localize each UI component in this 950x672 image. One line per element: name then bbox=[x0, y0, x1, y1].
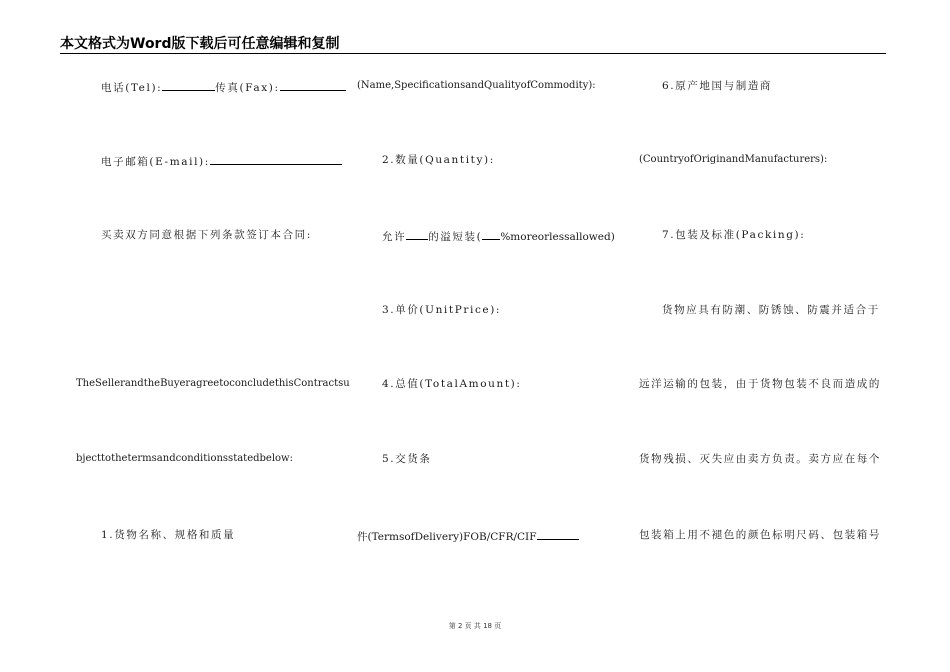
tel-blank bbox=[162, 79, 215, 91]
tel-label: 电话(Tel): bbox=[101, 82, 163, 94]
item1-line: 1.货物名称、规格和质量 bbox=[101, 529, 236, 541]
allow-prefix: 允许 bbox=[382, 231, 407, 243]
item6-en-line: (CountryofOriginandManufacturers): bbox=[639, 154, 828, 165]
packing-para-line-3: 货物残损、灭失应由卖方负责。卖方应在每个 bbox=[639, 453, 881, 465]
item6-line: 6.原产地国与制造商 bbox=[662, 80, 773, 92]
packing-para-line-4: 包装箱上用不褪色的颜色标明尺码、包装箱号 bbox=[639, 529, 881, 541]
agree-en-line-2: bjecttothetermsandconditionsstatedbelow: bbox=[76, 453, 293, 464]
item3-line: 3.单价(UnitPrice): bbox=[382, 304, 502, 316]
item5-en-line bbox=[357, 528, 579, 544]
email-blank bbox=[210, 153, 342, 165]
allowance-line bbox=[382, 228, 615, 244]
fax-blank bbox=[280, 79, 346, 91]
item2-line: 2.数量(Quantity): bbox=[382, 154, 495, 166]
allow-percent-blank bbox=[482, 228, 500, 240]
header-divider bbox=[60, 53, 886, 54]
fax-label: 传真(Fax): bbox=[215, 82, 280, 94]
packing-para-line-2: 远洋运输的包装，由于货物包装不良而造成的 bbox=[639, 378, 881, 390]
allow-qty-blank bbox=[406, 228, 428, 240]
item1-en-line: (Name,SpecificationsandQualityofCommodity): bbox=[357, 80, 596, 91]
item5-en-text: 件(TermsofDelivery)FOB/CFR/CIF bbox=[357, 531, 537, 543]
agree-cn-line: 买卖双方同意根据下列条款签订本合同: bbox=[101, 229, 312, 241]
delivery-blank bbox=[537, 528, 579, 540]
allow-suffix: %moreorlessallowed) bbox=[500, 231, 615, 243]
allow-middle: 的溢短装( bbox=[428, 231, 483, 243]
document-header-title: 本文格式为Word版下载后可任意编辑和复制 bbox=[60, 36, 340, 52]
email-line bbox=[101, 153, 342, 169]
email-label: 电子邮箱(E-mail): bbox=[101, 156, 210, 168]
item4-line: 4.总值(TotalAmount): bbox=[382, 378, 522, 390]
item5-line: 5.交货条 bbox=[382, 453, 432, 465]
item7-line: 7.包装及标准(Packing): bbox=[662, 229, 806, 241]
page-number: 第 2 页 共 18 页 bbox=[448, 622, 502, 630]
tel-fax-line bbox=[101, 79, 346, 95]
agree-en-line-1: TheSellerandtheBuyeragreetoconcludethisContractsu bbox=[76, 378, 350, 389]
packing-para-line-1: 货物应具有防潮、防锈蚀、防震并适合于 bbox=[662, 304, 880, 316]
